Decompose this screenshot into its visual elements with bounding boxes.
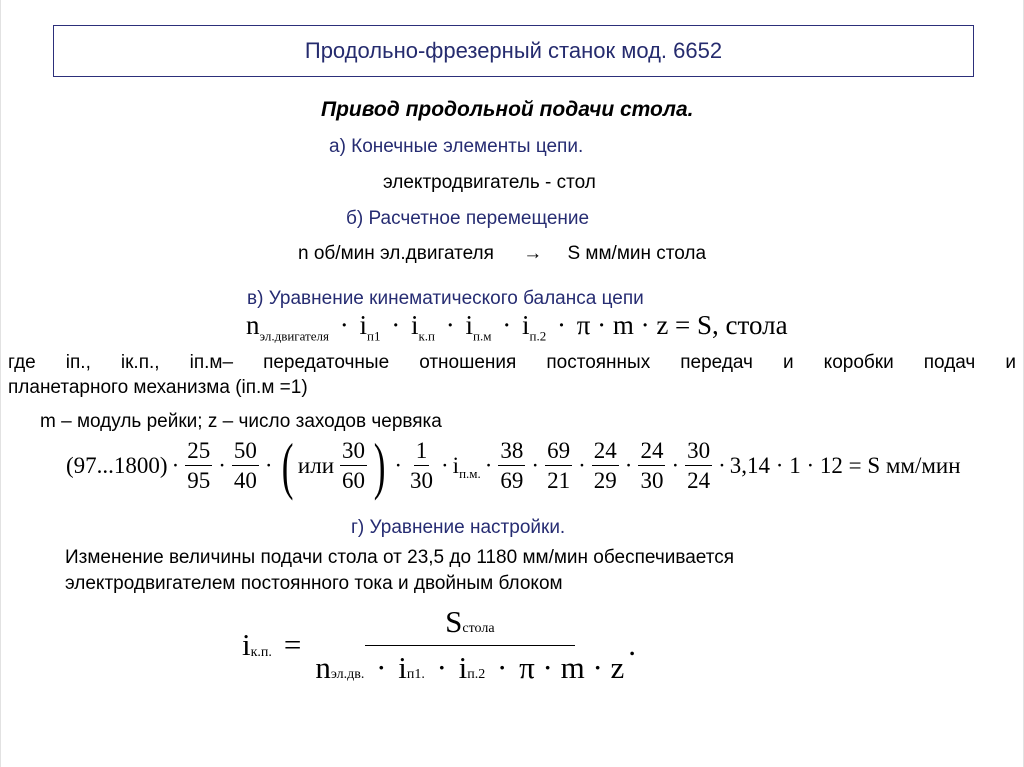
section-d-label: г) Уравнение настройки.: [351, 517, 566, 538]
where-line-1: где iп., iк.п., iп.м– передаточные отношения постоянных передач и коробки подач и: [8, 352, 1016, 373]
fraction: $\frac{25}{95}$: [187, 437, 211, 493]
left-paren: (: [281, 430, 294, 501]
fraction: $\frac{1}{30}$: [410, 437, 433, 493]
fraction: $\frac{50}{40}$: [233, 437, 257, 493]
fraction: $\frac{30}{60}$: [342, 437, 366, 493]
section-b-label: б) Расчетное перемещение: [346, 208, 590, 229]
where-line-2: планетарного механизма (iп.м =1): [8, 377, 308, 398]
tuning-equation: i к.п. = Sстола nэл.дв. · iп1. · iп.2 · π · m · z .: [242, 604, 637, 685]
movement-line: [298, 243, 706, 265]
section-c-label: в) Уравнение кинематического баланса цепи: [247, 288, 644, 309]
right-paren: ): [373, 430, 386, 501]
fraction: $\frac{30}{24}$: [687, 437, 711, 493]
feed-line-2: электродвигателем постоянного тока и двойным блоком: [65, 573, 563, 594]
tuning-fraction: Sстола nэл.дв. · iп1. · iп.2 · π · m · z: [315, 604, 625, 685]
subheading: Привод продольной подачи стола.: [321, 98, 694, 121]
kinematic-balance-equation: $n_{эл.двигателя} \cdot i_{п1} \cdot i_{к.п} \cdot i_{п.м} \cdot i_{п.2} \cdot \pi \cdot m \cdot z = S$, стола: [246, 310, 788, 344]
fraction: $\frac{24}{30}$: [640, 437, 664, 493]
eq2-tail: 3,14 · 1 · 12 = S мм/мин: [729, 453, 961, 478]
slide-title-box: [53, 25, 974, 77]
slide-title: Продольно-фрезерный станок мод. 6652: [304, 38, 723, 63]
fraction: $\frac{69}{21}$: [547, 437, 571, 493]
fraction: $\frac{24}{29}$: [593, 437, 617, 493]
chain-ends-text: электродвигатель - стол: [383, 172, 596, 193]
movement-right: S мм/мин стола: [567, 243, 707, 264]
module-line: m – модуль рейки; z – число заходов червяка: [40, 411, 442, 432]
fraction: $\frac{38}{69}$: [500, 437, 524, 493]
eq1-n-sub: эл.двигателя: [259, 328, 329, 344]
feed-line-1: Изменение величины подачи стола от 23,5 до 1180 мм/мин обеспечивается: [65, 547, 735, 568]
eq1-rest: π · m · z = S, стола: [576, 310, 788, 340]
movement-left: n об/мин эл.двигателя: [298, 243, 494, 264]
numeric-balance-equation: (97...1800) · $\frac{25}{95}$ · $\frac{50}{40}$ · ( или $\frac{30}{60}$ ) · $\frac{1}{30}$ · i п.м. · $\frac{38}{69}$ · $\frac{69}{21}$ · $\frac{24}{29}$ · $\frac{24}{30}$ · $\frac{30}{24}$ · 3,14 · 1 · 12 = S мм/мин: [66, 430, 961, 501]
arrow-icon: →: [523, 243, 543, 264]
section-a-label: а) Конечные элементы цепи.: [329, 136, 584, 157]
